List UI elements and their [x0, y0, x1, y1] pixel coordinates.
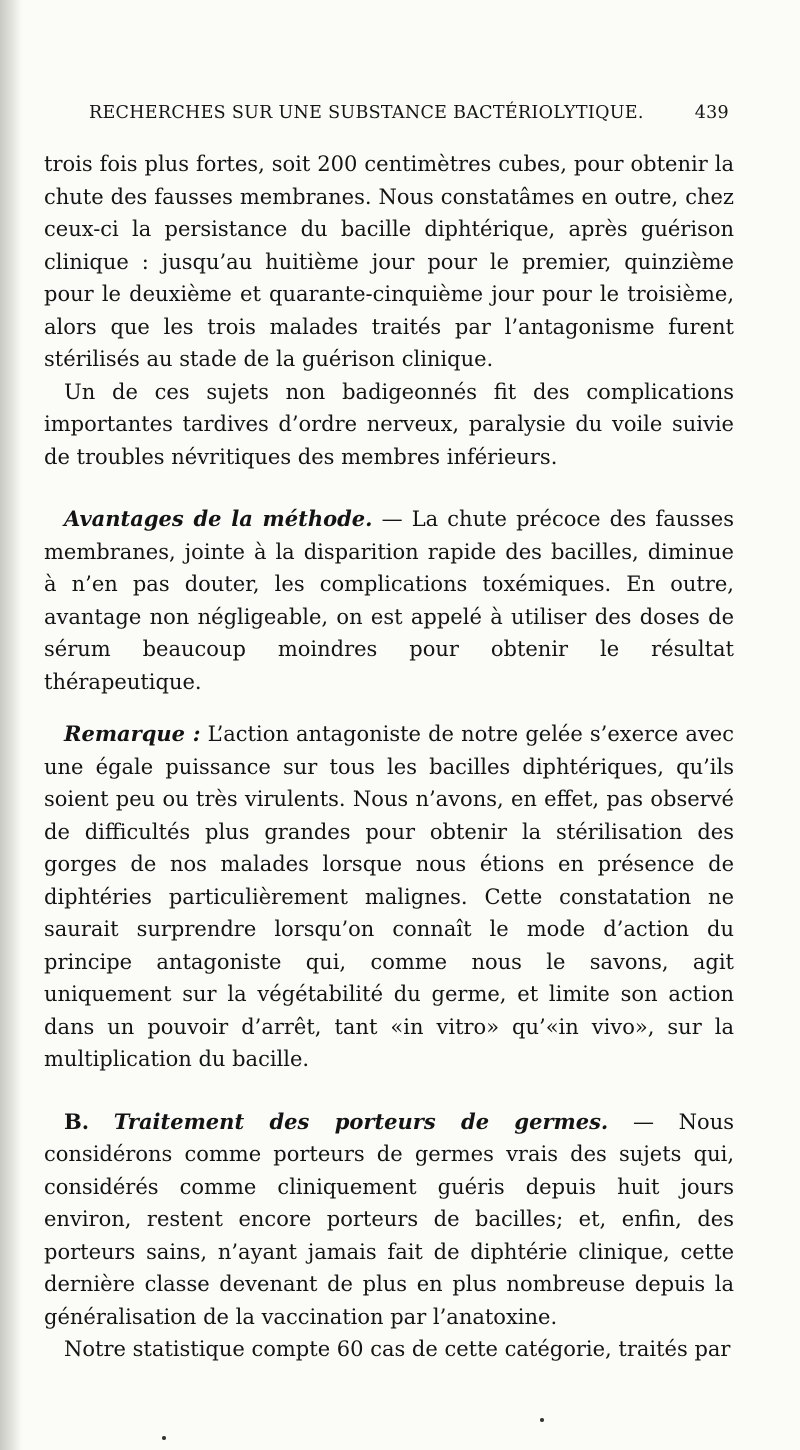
paragraph-porteurs [44, 1106, 734, 1334]
paragraph-text: L’action antagoniste de notre gelée s’exerce avec une égale puissance sur tous les bacilles diphtériques, qu’ils soient peu ou très virulents. Nous n’avons, en effet, pas observé de difficultés plus grandes pour obtenir la stérilisation des gorges de nos malades lorsque nous étions en présence de diphtéries particulièrement malignes. Cette constatation ne saurait surprendre lorsqu’on connaît le mode d’action du principe antagoniste qui, comme nous le savons, agit uniquement sur la végétabilité du germe, et limite son action dans un pouvoir d’arrêt, tant «in vitro» qu’«in vivo», sur la multiplication du bacille. [44, 722, 734, 1071]
paragraph-text: trois fois plus fortes, soit 200 centimètres cubes, pour obtenir la chute des fausses membranes. Nous constatâmes en outre, chez ceux-ci la persistance du bacille diphtérique, après guérison clinique : jusqu’au huitième jour pour le premier, quinzième pour le deuxième et quarante-cinquième jour pour le troisième, alors que les trois malades traités par l’antagonisme furent stérilisés au stade de la guérison clinique. [44, 152, 734, 371]
paragraph-continuation [44, 148, 734, 376]
run-in-heading: Avantages de la méthode. [64, 506, 373, 531]
paragraph-text: — Nous considérons comme porteurs de germes vrais des sujets qui, considérés comme cliniquement guéris depuis huit jours environ, restent encore porteurs de bacilles; et, enfin, des porteurs sains, n’ayant jamais fait de diphtérie clinique, cette dernière classe devenant de plus en plus nombreuse depuis la généralisation de la vaccination par l’anatoxine. [44, 1109, 734, 1329]
paragraph-text: Notre statistique compte 60 cas de cette catégorie, traités par [64, 1337, 731, 1361]
running-head [89, 103, 729, 123]
paragraph-complications [44, 376, 734, 474]
run-in-heading: Remarque : [64, 721, 201, 746]
paragraph-text: Un de ces sujets non badigeonnés fit des complications importantes tardives d’ordre nerveux, paralysie du voile suivie de troubles névritiques des membres inférieurs. [44, 379, 734, 469]
run-in-heading: Traitement des porteurs de germes. [113, 1108, 609, 1134]
paragraph-text: — La chute précoce des fausses membranes, jointe à la disparition rapide des bacilles, diminue à n’en pas douter, les complications toxémiques. En outre, avantage non négligeable, on est appelé à utiliser des doses de sérum beaucoup moindres pour obtenir le résultat thérapeutique. [44, 507, 735, 694]
paragraph-remarque [44, 718, 734, 1076]
paragraph-statistique [44, 1333, 734, 1366]
paragraph-avantages [44, 503, 734, 698]
section-letter: B. [64, 1108, 90, 1134]
binding-shadow [0, 0, 22, 1450]
ink-speck [540, 1418, 544, 1422]
body-text [44, 148, 734, 1366]
running-title: RECHERCHES SUR UNE SUBSTANCE BACTÉRIOLYTIQUE. [89, 103, 644, 123]
page-number: 439 [694, 103, 729, 123]
book-page [44, 0, 734, 1450]
ink-speck [162, 1436, 166, 1440]
